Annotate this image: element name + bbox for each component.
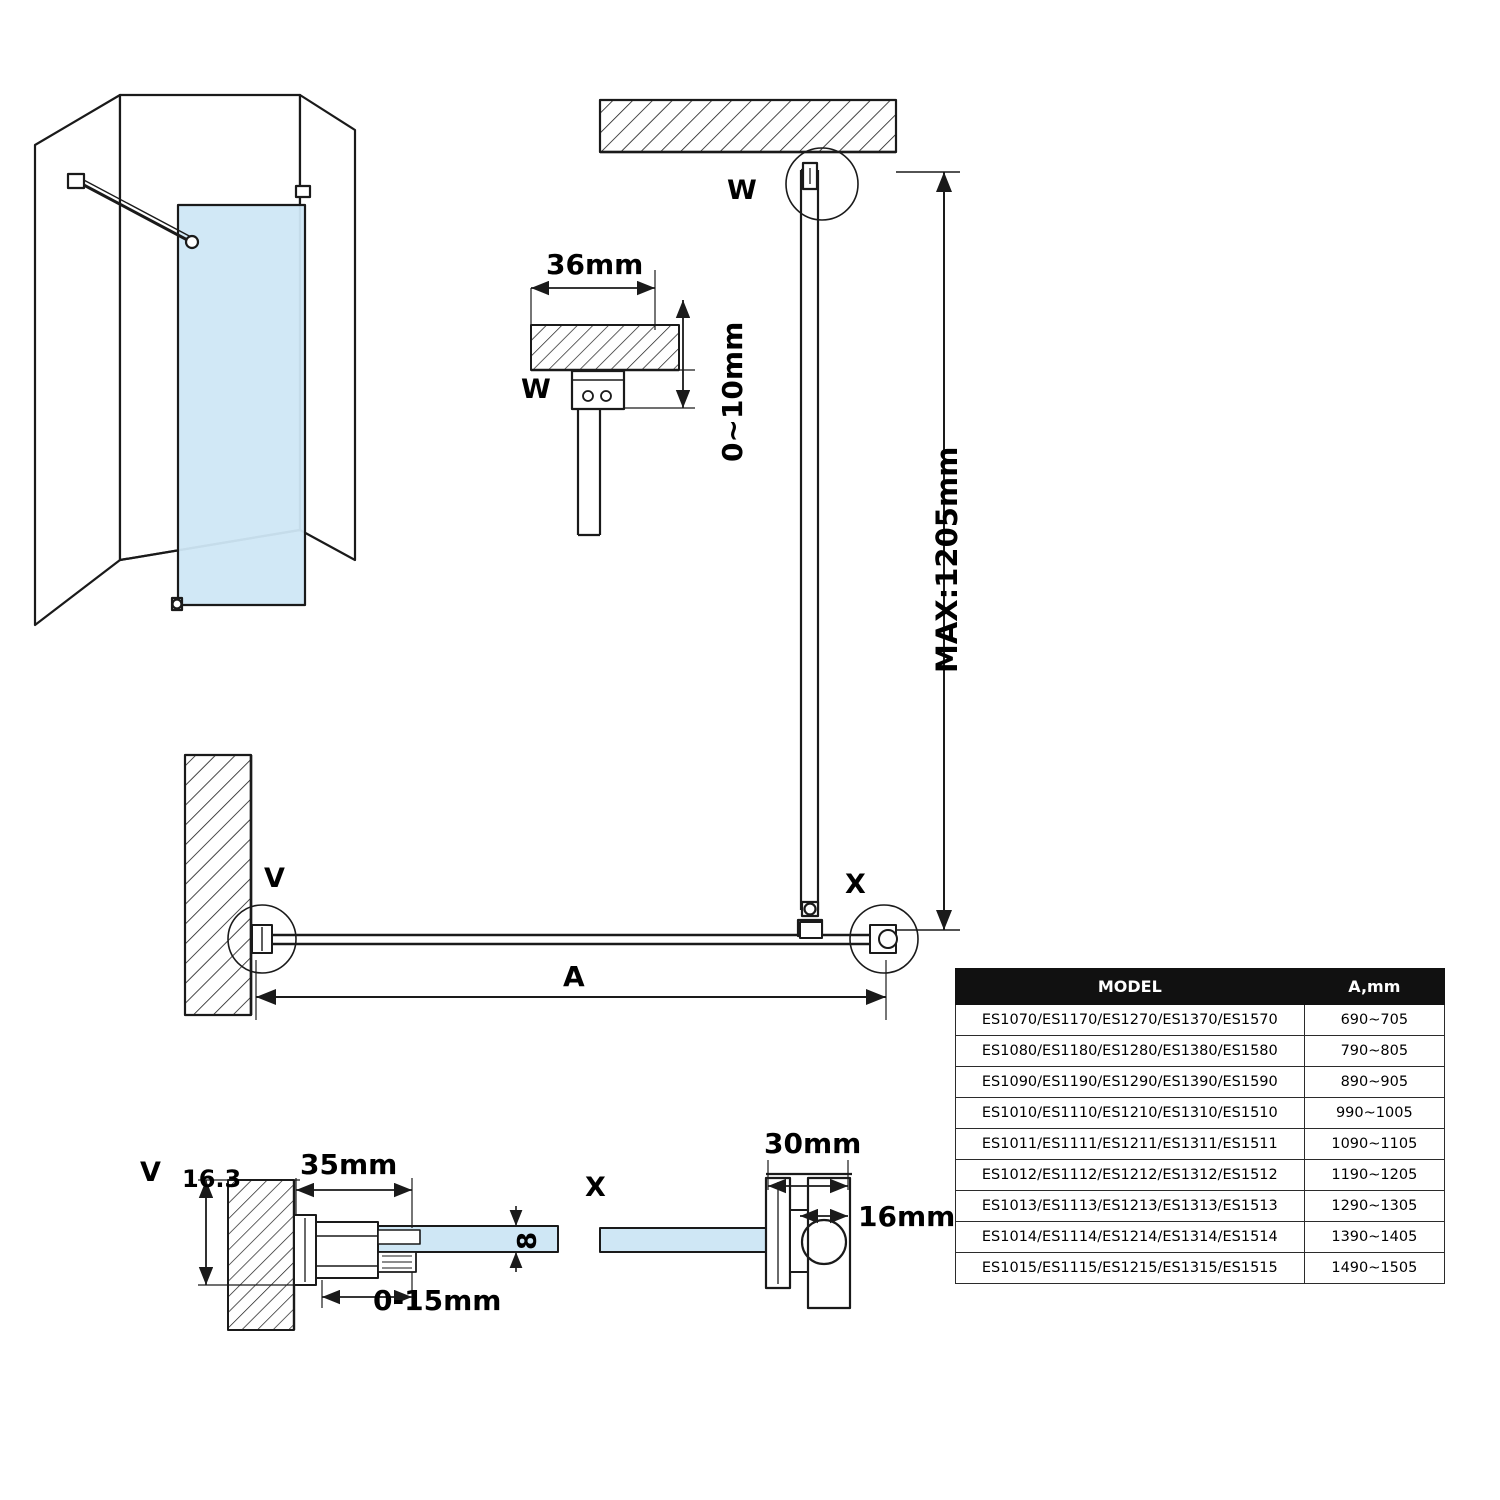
cell-a: 1490~1505 bbox=[1304, 1253, 1444, 1284]
table-row bbox=[956, 1191, 1445, 1222]
callout-label-w-top: W bbox=[727, 175, 757, 206]
cell-a: 1190~1205 bbox=[1304, 1160, 1444, 1191]
cell-a: 1390~1405 bbox=[1304, 1222, 1444, 1253]
cell-model: ES1012/ES1112/ES1212/ES1312/ES1512 bbox=[956, 1160, 1305, 1191]
callout-label-x-detail: X bbox=[585, 1172, 606, 1203]
cell-a: 790~805 bbox=[1304, 1036, 1444, 1067]
elevation-view bbox=[600, 100, 960, 936]
table-row bbox=[956, 1005, 1445, 1036]
dimension-label-30mm: 30mm bbox=[764, 1127, 862, 1160]
dimension-label-a: A bbox=[563, 960, 585, 993]
dimension-label-0-15mm: 0-15mm bbox=[373, 1284, 502, 1317]
cell-model: ES1014/ES1114/ES1214/ES1314/ES1514 bbox=[956, 1222, 1305, 1253]
dimension-label-35mm: 35mm bbox=[300, 1148, 398, 1181]
table-row bbox=[956, 1253, 1445, 1284]
table-body bbox=[956, 1005, 1445, 1284]
cell-model: ES1080/ES1180/ES1280/ES1380/ES1580 bbox=[956, 1036, 1305, 1067]
callout-label-x-plan: X bbox=[845, 869, 866, 900]
table-header-row bbox=[956, 969, 1445, 1005]
iso-view bbox=[35, 95, 355, 625]
table-row bbox=[956, 1036, 1445, 1067]
table-row bbox=[956, 1222, 1445, 1253]
dimension-label-glass-thickness: 8 bbox=[513, 1231, 543, 1250]
cell-a: 990~1005 bbox=[1304, 1098, 1444, 1129]
dimension-label-gap: 0~10mm bbox=[716, 321, 749, 462]
cell-model: ES1070/ES1170/ES1270/ES1370/ES1570 bbox=[956, 1005, 1305, 1036]
plan-view bbox=[185, 755, 918, 1020]
cell-model: ES1010/ES1110/ES1210/ES1310/ES1510 bbox=[956, 1098, 1305, 1129]
model-spec-table bbox=[955, 968, 1445, 1284]
cell-model: ES1015/ES1115/ES1215/ES1315/ES1515 bbox=[956, 1253, 1305, 1284]
dimension-label-max-height: MAX:1205mm bbox=[930, 446, 964, 673]
table-row bbox=[956, 1098, 1445, 1129]
cell-a: 690~705 bbox=[1304, 1005, 1444, 1036]
table-row bbox=[956, 1067, 1445, 1098]
table-header-model: MODEL bbox=[956, 969, 1305, 1005]
cell-model: ES1011/ES1111/ES1211/ES1311/ES1511 bbox=[956, 1129, 1305, 1160]
cell-model: ES1090/ES1190/ES1290/ES1390/ES1590 bbox=[956, 1067, 1305, 1098]
table-row bbox=[956, 1160, 1445, 1191]
cell-a: 1090~1105 bbox=[1304, 1129, 1444, 1160]
cell-model: ES1013/ES1113/ES1213/ES1313/ES1513 bbox=[956, 1191, 1305, 1222]
dimension-label-16mm: 16mm bbox=[858, 1200, 956, 1233]
table-row bbox=[956, 1129, 1445, 1160]
table-header-a: A,mm bbox=[1304, 969, 1444, 1005]
callout-label-w-detail: W bbox=[521, 374, 551, 405]
callout-label-v-detail: V bbox=[140, 1157, 161, 1188]
callout-label-v-plan: V bbox=[264, 863, 285, 894]
cell-a: 890~905 bbox=[1304, 1067, 1444, 1098]
detail-x bbox=[600, 1160, 852, 1308]
dimension-label-36mm: 36mm bbox=[546, 248, 644, 281]
detail-w bbox=[531, 270, 695, 535]
dimension-label-16-3: 16.3 bbox=[182, 1165, 242, 1193]
cell-a: 1290~1305 bbox=[1304, 1191, 1444, 1222]
